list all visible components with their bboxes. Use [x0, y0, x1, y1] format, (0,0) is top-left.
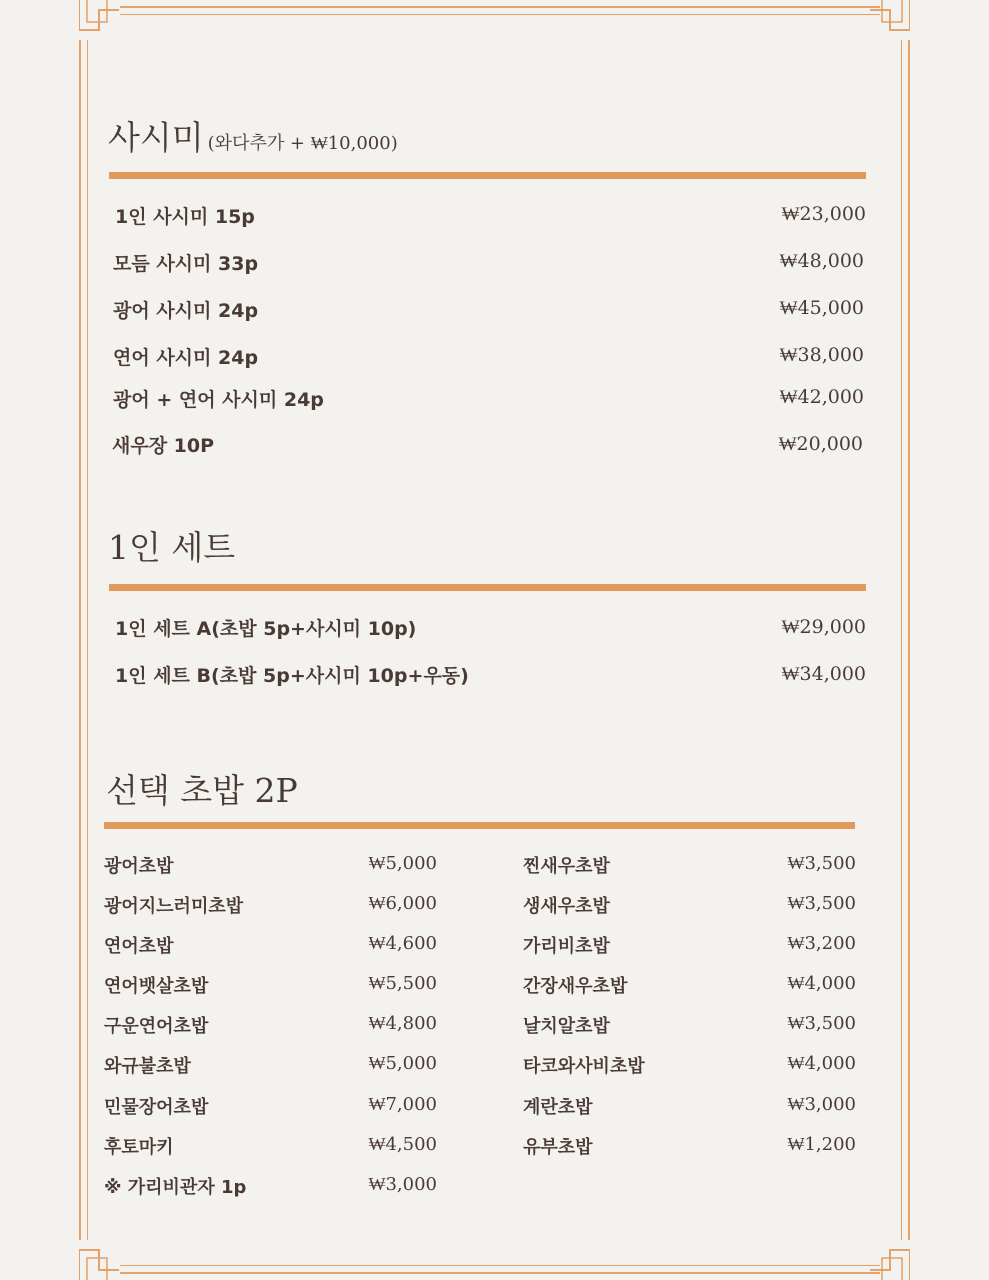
item-name: 광어지느러미초밥 [104, 896, 244, 917]
item-price: ₩29,000 [781, 616, 866, 638]
item-price: ₩1,200 [787, 1134, 856, 1155]
section-title-text: 사시미 [108, 118, 204, 157]
item-price: ₩3,500 [787, 1013, 856, 1034]
frame-corner-bottom-left-icon [79, 1240, 119, 1280]
item-price: ₩3,500 [787, 853, 856, 874]
item-price: ₩42,000 [779, 386, 864, 408]
item-price: ₩4,500 [368, 1134, 437, 1155]
item-name: 연어뱃살초밥 [104, 976, 209, 997]
item-name: 가리비초밥 [523, 936, 610, 957]
item-name: 타코와사비초밥 [523, 1056, 645, 1077]
item-price: ₩20,000 [778, 433, 863, 455]
section-title: 선택 초밥 2P [106, 771, 298, 810]
frame-corner-top-right-icon [870, 0, 910, 40]
item-name: 1인 세트 B(초밥 5p+사시미 10p+우동) [115, 665, 469, 687]
item-price: ₩5,000 [368, 853, 437, 874]
item-name: 새우장 10P [112, 435, 215, 457]
item-name: 와규불초밥 [104, 1056, 191, 1077]
section-title: 1인 세트 [108, 528, 236, 567]
item-name: 광어 + 연어 사시미 24p [113, 389, 324, 411]
item-name: 생새우초밥 [523, 896, 610, 917]
item-name: 민물장어초밥 [104, 1097, 209, 1118]
item-price: ₩3,500 [787, 893, 856, 914]
item-price: ₩3,000 [787, 1094, 856, 1115]
frame-corner-top-left-icon [79, 0, 119, 40]
item-name: 연어 사시미 24p [113, 347, 259, 369]
item-name: 계란초밥 [523, 1097, 593, 1118]
item-price: ₩5,500 [368, 973, 437, 994]
item-price: ₩38,000 [779, 344, 864, 366]
item-price: ₩4,800 [368, 1013, 437, 1034]
item-name: 1인 세트 A(초밥 5p+사시미 10p) [115, 618, 417, 640]
item-price: ₩6,000 [368, 893, 437, 914]
item-price: ₩7,000 [368, 1094, 437, 1115]
section-divider [104, 822, 855, 829]
item-name: 후토마키 [104, 1137, 174, 1158]
item-name: 간장새우초밥 [523, 976, 628, 997]
item-price: ₩23,000 [781, 203, 866, 225]
section-title [108, 112, 398, 159]
item-price: ₩4,000 [787, 973, 856, 994]
item-price: ₩34,000 [781, 663, 866, 685]
item-price: ₩45,000 [779, 297, 864, 319]
item-name: 날치알초밥 [523, 1016, 610, 1037]
section-divider [109, 584, 866, 591]
item-price: ₩48,000 [779, 250, 864, 272]
item-name: 1인 사시미 15p [115, 206, 255, 228]
item-name: 연어초밥 [104, 936, 174, 957]
item-price: ₩3,200 [787, 933, 856, 954]
item-name: 광어 사시미 24p [113, 300, 259, 322]
item-price: ₩5,000 [368, 1053, 437, 1074]
item-name: ※ 가리비관자 1p [104, 1177, 247, 1198]
item-price: ₩4,600 [368, 933, 437, 954]
item-name: 광어초밥 [104, 856, 174, 877]
frame-corner-bottom-right-icon [870, 1240, 910, 1280]
section-divider [109, 172, 866, 179]
item-name: 유부초밥 [523, 1137, 593, 1158]
item-name: 구운연어초밥 [104, 1016, 209, 1037]
item-price: ₩4,000 [787, 1053, 856, 1074]
section-note: (와다추가 + ₩10,000) [207, 133, 398, 154]
item-name: 찐새우초밥 [523, 856, 610, 877]
item-name: 모듬 사시미 33p [113, 253, 259, 275]
item-price: ₩3,000 [368, 1174, 437, 1195]
